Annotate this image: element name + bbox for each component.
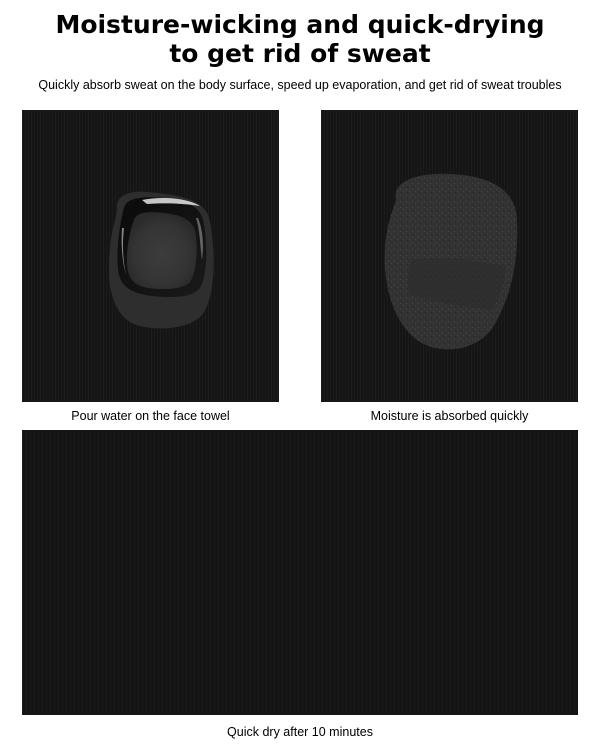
title-line-1: Moisture-wicking and quick-drying	[55, 10, 545, 39]
page-title	[0, 10, 600, 68]
photo-moisture-absorbed	[321, 110, 578, 402]
caption-water-poured: Pour water on the face towel	[71, 409, 230, 423]
dry-fabric-illustration	[22, 430, 578, 715]
page-subtitle: Quickly absorb sweat on the body surface, speed up evaporation, and get rid of sweat troubles	[38, 78, 562, 92]
caption-moisture-absorbed: Moisture is absorbed quickly	[370, 409, 529, 423]
photo-quick-dry	[22, 430, 578, 715]
absorbed-spot-illustration	[321, 110, 578, 402]
title-line-2: to get rid of sweat	[169, 39, 431, 68]
water-drop-illustration	[22, 110, 279, 402]
caption-quick-dry: Quick dry after 10 minutes	[227, 725, 373, 739]
photo-water-poured	[22, 110, 279, 402]
